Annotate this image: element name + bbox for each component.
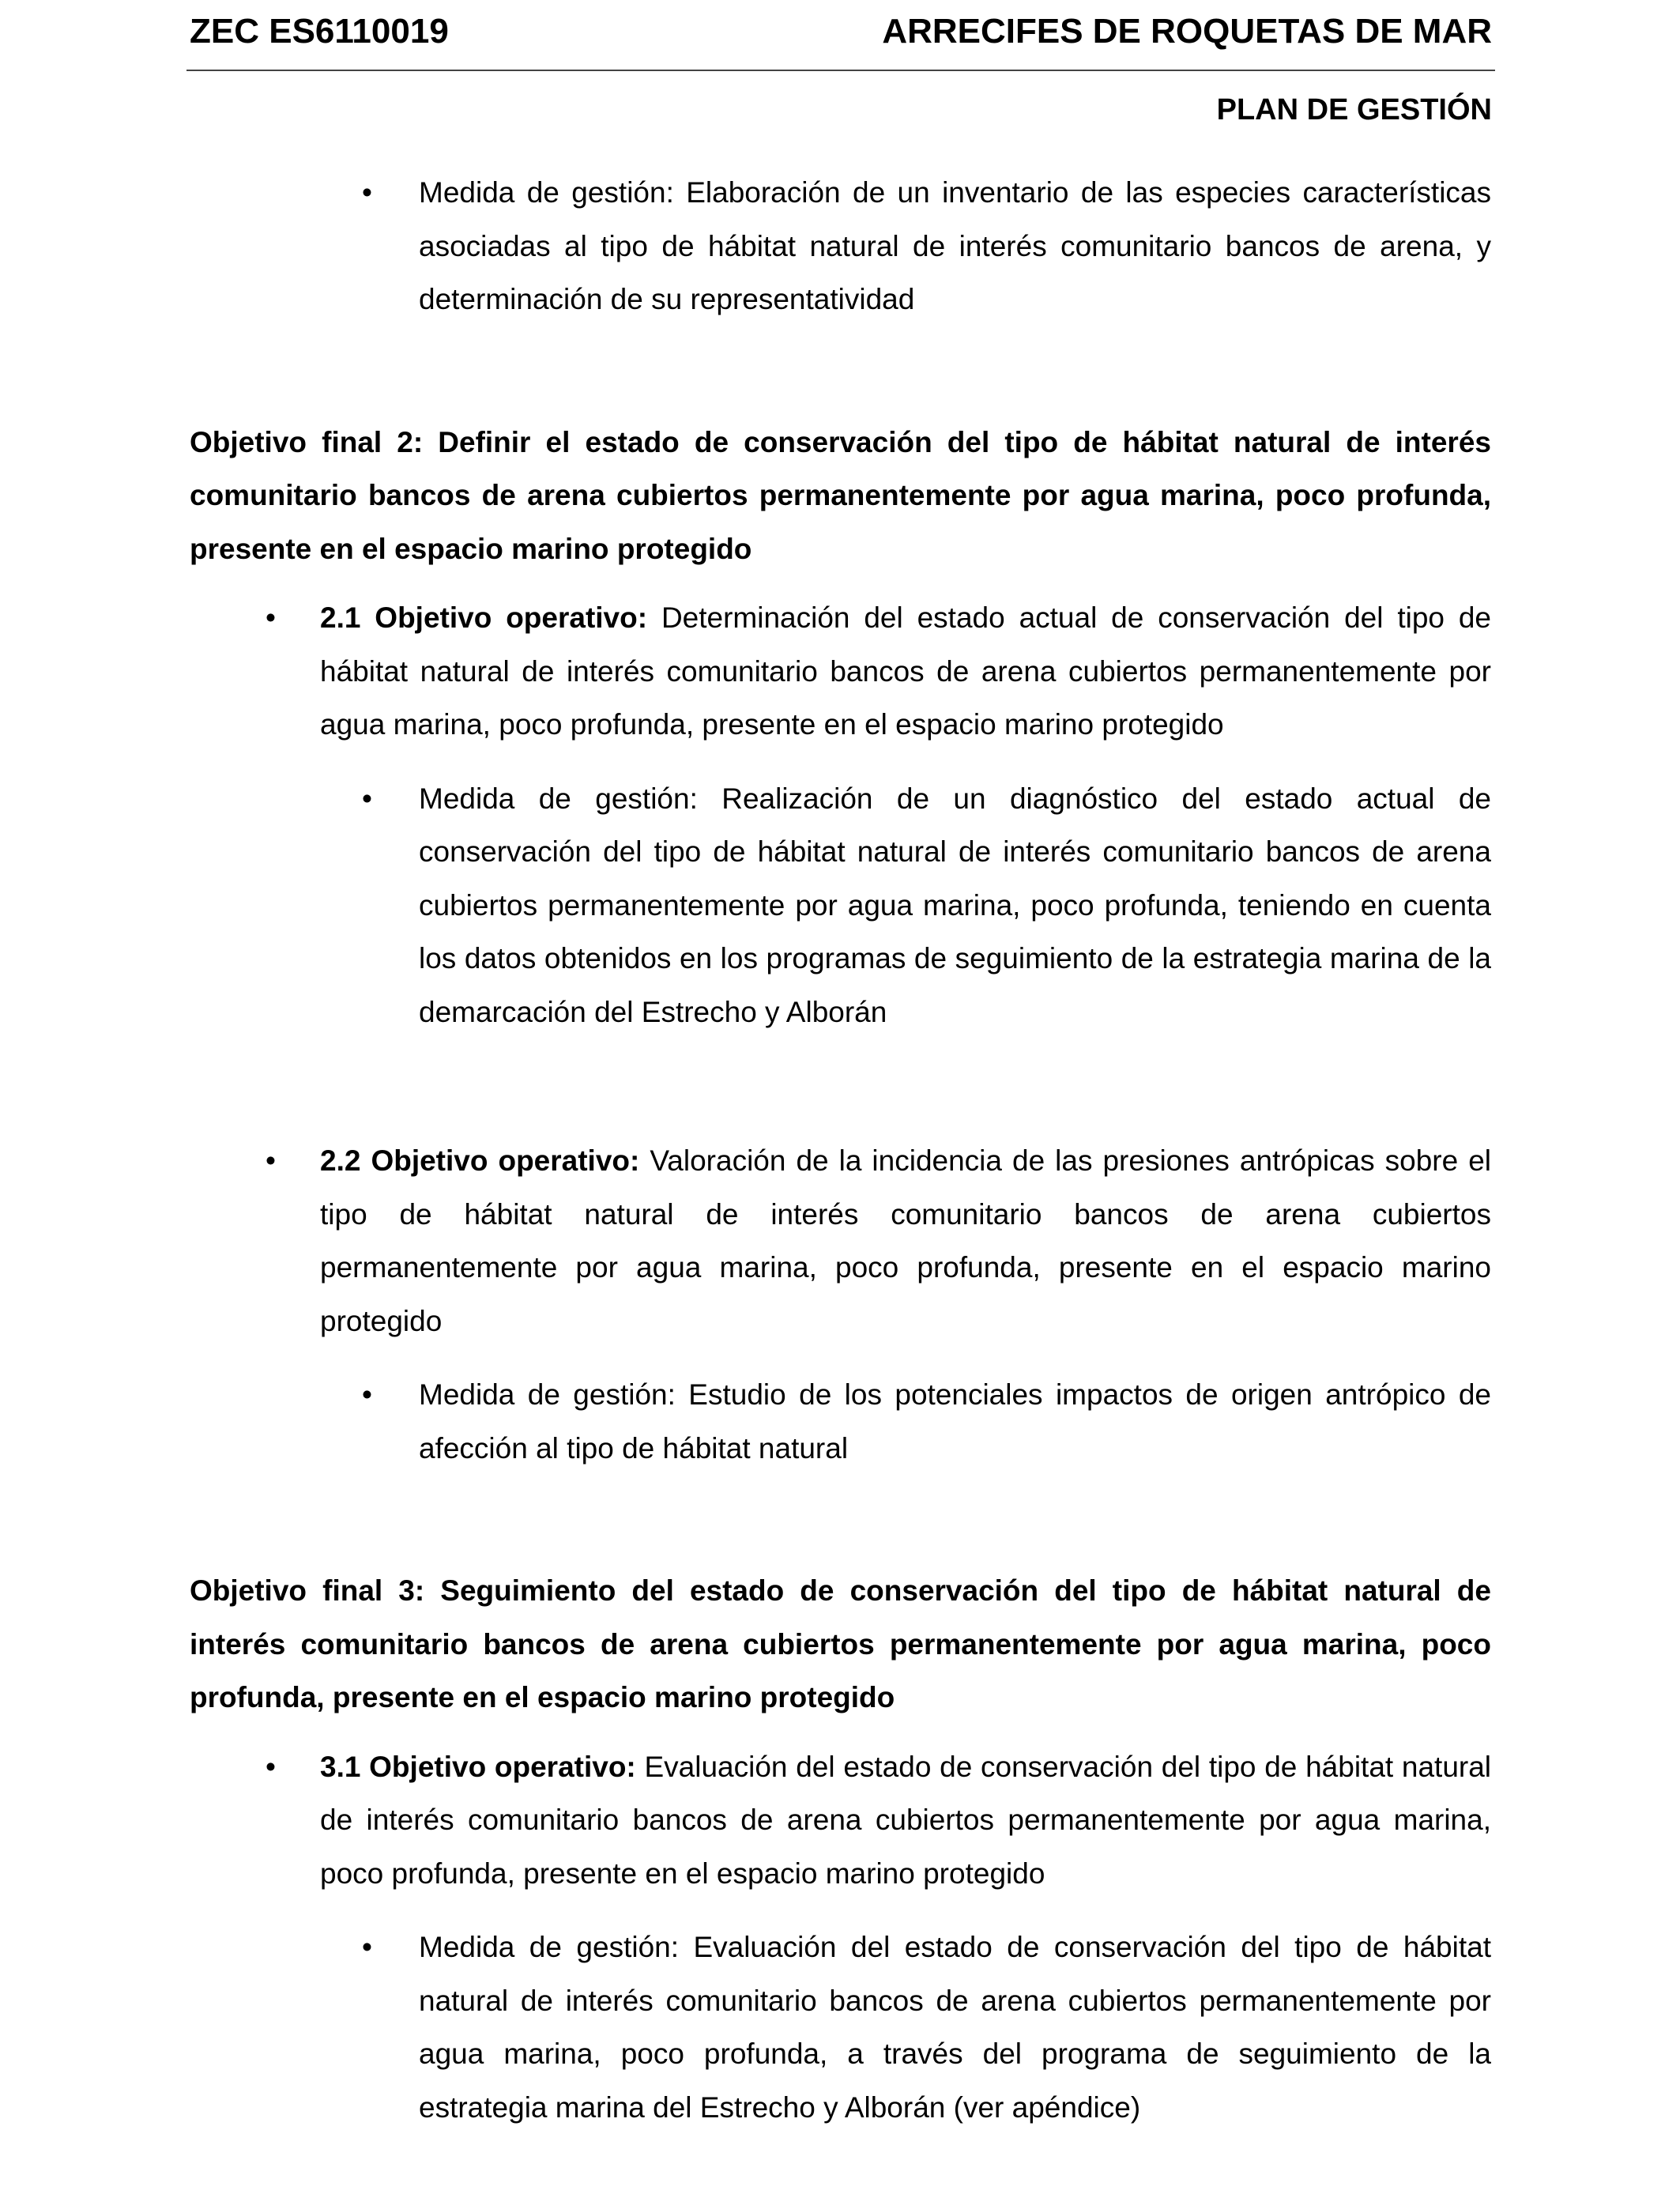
objective-text: Valoración de la incidencia de las presiones antrópicas sobre el tipo de hábitat natural de interés comunitario bancos de arena cubiertos permanentemente por agua marina, poco profunda, presente en el espacio marino protegido xyxy=(320,1144,1492,1337)
management-measure-1 xyxy=(362,166,1491,326)
final-objective-2: Objetivo final 2: Definir el estado de conservación del tipo de hábitat natural de interés comunitario bancos de arena cubiertos permanentemente por agua marina, poco profunda, presente en el espacio marino protegido xyxy=(190,425,1491,565)
measure-text: Medida de gestión: Estudio de los potenciales impactos de origen antrópico de afección al tipo de hábitat natural xyxy=(419,1378,1491,1465)
objective-text: Evaluación del estado de conservación del tipo de hábitat natural de interés comunitario bancos de arena cubiertos permanentemente por agua marina, poco profunda, presente en el espacio marino protegido xyxy=(320,1750,1492,1890)
header-site-code: ZEC ES6110019 xyxy=(190,12,449,51)
header-site-name: ARRECIFES DE ROQUETAS DE MAR xyxy=(882,12,1492,51)
management-measure-2-2 xyxy=(362,1368,1491,1475)
spacer xyxy=(190,1039,1491,1134)
spacer xyxy=(190,326,1491,416)
final-objective-3: Objetivo final 3: Seguimiento del estado de conservación del tipo de hábitat natural de interés comunitario bancos de arena cubiertos permanentemente por agua marina, poco profunda, presente en el espacio marino protegido xyxy=(190,1574,1491,1713)
document-body xyxy=(190,166,1491,2134)
spacer xyxy=(190,1725,1491,1740)
objective-label: 3.1 Objetivo operativo: xyxy=(320,1750,636,1783)
header-divider xyxy=(186,70,1495,71)
operational-objective-2-2 xyxy=(221,1134,1491,1348)
spacer xyxy=(190,1348,1491,1368)
spacer xyxy=(190,752,1491,772)
bullet-icon: • xyxy=(362,1378,372,1411)
spacer xyxy=(190,1475,1491,1564)
objective-text: Determinación del estado actual de conservación del tipo de hábitat natural de interés comunitario bancos de arena cubiertos permanentemente por agua marina, poco profunda, presente en el espacio marino protegido xyxy=(320,601,1491,741)
plan-title: PLAN DE GESTIÓN xyxy=(1216,93,1492,126)
bullet-icon: • xyxy=(266,601,276,634)
bullet-icon: • xyxy=(362,176,372,209)
measure-text: Medida de gestión: Evaluación del estado de conservación del tipo de hábitat natural de interés comunitario bancos de arena cubiertos permanentemente por agua marina, poco profunda, a través del programa de seguimiento de la estrategia marina del Estrecho y Alborán (ver apéndice) xyxy=(419,1931,1491,2124)
spacer xyxy=(190,1900,1491,1921)
spacer xyxy=(190,575,1491,591)
page-header xyxy=(190,8,1492,55)
objective-label: 2.1 Objetivo operativo: xyxy=(320,601,648,634)
management-measure-3-1 xyxy=(362,1921,1491,2134)
objective-label: 2.2 Objetivo operativo: xyxy=(320,1144,640,1177)
bullet-icon: • xyxy=(362,782,372,815)
bullet-icon: • xyxy=(362,1931,372,1963)
operational-objective-3-1 xyxy=(221,1740,1491,1901)
measure-text: Medida de gestión: Elaboración de un inventario de las especies características asociadas al tipo de hábitat natural de interés comunitario bancos de arena, y determinación de su representatividad xyxy=(419,176,1491,315)
bullet-icon: • xyxy=(266,1750,276,1783)
bullet-icon: • xyxy=(266,1144,276,1177)
management-measure-2-1 xyxy=(362,772,1491,1039)
measure-text: Medida de gestión: Realización de un diagnóstico del estado actual de conservación del tipo de hábitat natural de interés comunitario bancos de arena cubiertos permanentemente por agua marina, poco profunda, teniendo en cuenta los datos obtenidos en los programas de seguimiento de la estrategia marina de la demarcación del Estrecho y Alborán xyxy=(419,782,1491,1028)
operational-objective-2-1 xyxy=(221,591,1491,752)
